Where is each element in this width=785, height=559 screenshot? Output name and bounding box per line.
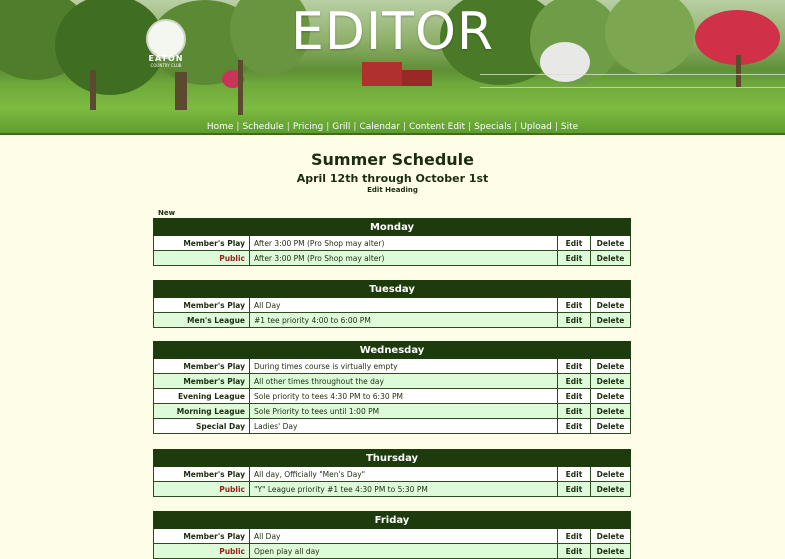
edit-button[interactable]: Edit — [565, 406, 583, 416]
delete-button[interactable]: Delete — [596, 376, 625, 386]
tree-trunk — [238, 60, 243, 115]
delete-button[interactable]: Delete — [596, 238, 625, 248]
fence-line — [480, 74, 785, 88]
nav-calendar[interactable]: Calendar — [359, 122, 400, 132]
edit-heading-wrap — [0, 186, 785, 194]
banner-bottom-edge — [0, 133, 785, 135]
edit-cell — [558, 298, 591, 313]
play-type: Evening League — [154, 389, 250, 404]
play-description: "Y" League priority #1 tee 4:30 PM to 5:30 PM — [250, 482, 558, 497]
play-description: Ladies' Day — [250, 419, 558, 434]
delete-cell — [591, 251, 631, 266]
play-type: Special Day — [154, 419, 250, 434]
table-row — [154, 359, 631, 374]
play-description: Open play all day — [250, 544, 558, 559]
table-row — [154, 251, 631, 266]
edit-cell — [558, 359, 591, 374]
day-table-monday — [153, 218, 631, 266]
delete-button[interactable]: Delete — [596, 484, 625, 494]
table-row — [154, 236, 631, 251]
table-row — [154, 389, 631, 404]
edit-cell — [558, 404, 591, 419]
play-type: Member's Play — [154, 467, 250, 482]
edit-cell — [558, 389, 591, 404]
nav-grill[interactable]: Grill — [332, 122, 351, 132]
edit-button[interactable]: Edit — [565, 469, 583, 479]
edit-button[interactable]: Edit — [565, 421, 583, 431]
header-banner — [0, 0, 785, 135]
delete-cell — [591, 236, 631, 251]
table-row — [154, 544, 631, 559]
edit-cell — [558, 544, 591, 559]
play-description: All other times throughout the day — [250, 374, 558, 389]
play-type: Men's League — [154, 313, 250, 328]
edit-heading-link[interactable]: Edit Heading — [367, 186, 418, 194]
table-row — [154, 298, 631, 313]
table-row — [154, 529, 631, 544]
play-type: Member's Play — [154, 374, 250, 389]
delete-button[interactable]: Delete — [596, 546, 625, 556]
edit-button[interactable]: Edit — [565, 391, 583, 401]
delete-cell — [591, 529, 631, 544]
play-type: Public — [154, 544, 250, 559]
play-description: Sole priority to tees 4:30 PM to 6:30 PM — [250, 389, 558, 404]
day-heading: Thursday — [154, 450, 631, 467]
nav-home[interactable]: Home — [206, 122, 234, 132]
play-description: All Day — [250, 298, 558, 313]
play-description: During times course is virtually empty — [250, 359, 558, 374]
red-barn-annex — [402, 70, 432, 86]
edit-cell — [558, 251, 591, 266]
edit-button[interactable]: Edit — [565, 315, 583, 325]
play-type: Public — [154, 251, 250, 266]
play-description: #1 tee priority 4:00 to 6:00 PM — [250, 313, 558, 328]
nav-specials[interactable]: Specials — [474, 122, 512, 132]
tree-trunk — [175, 72, 187, 110]
edit-button[interactable]: Edit — [565, 361, 583, 371]
page-subtitle: April 12th through October 1st — [296, 172, 489, 185]
delete-button[interactable]: Delete — [596, 406, 625, 416]
nav-schedule[interactable]: Schedule — [242, 122, 284, 132]
play-type: Morning League — [154, 404, 250, 419]
logo-name: EATON — [148, 54, 184, 63]
nav-pricing[interactable]: Pricing — [292, 122, 324, 132]
page-banner-title: EDITOR — [290, 2, 495, 62]
edit-button[interactable]: Edit — [565, 546, 583, 556]
edit-cell — [558, 467, 591, 482]
delete-cell — [591, 544, 631, 559]
play-description: All Day — [250, 529, 558, 544]
delete-cell — [591, 404, 631, 419]
play-type: Member's Play — [154, 298, 250, 313]
day-table-friday — [153, 511, 631, 559]
table-row — [154, 482, 631, 497]
delete-cell — [591, 419, 631, 434]
edit-cell — [558, 313, 591, 328]
edit-button[interactable]: Edit — [565, 531, 583, 541]
table-row — [154, 467, 631, 482]
delete-button[interactable]: Delete — [596, 361, 625, 371]
edit-button[interactable]: Edit — [565, 238, 583, 248]
table-row — [154, 374, 631, 389]
edit-button[interactable]: Edit — [565, 376, 583, 386]
play-description: After 3:00 PM (Pro Shop may alter) — [250, 251, 558, 266]
nav-upload[interactable]: Upload — [520, 122, 552, 132]
table-row — [154, 419, 631, 434]
delete-cell — [591, 467, 631, 482]
edit-cell — [558, 529, 591, 544]
play-type: Member's Play — [154, 359, 250, 374]
new-entry-link[interactable]: New — [158, 209, 176, 217]
tree-trunk — [90, 70, 96, 110]
edit-cell — [558, 482, 591, 497]
table-row — [154, 404, 631, 419]
delete-button[interactable]: Delete — [596, 253, 625, 263]
day-heading: Friday — [154, 512, 631, 529]
play-description: After 3:00 PM (Pro Shop may alter) — [250, 236, 558, 251]
delete-button[interactable]: Delete — [596, 315, 625, 325]
play-type: Public — [154, 482, 250, 497]
day-heading: Monday — [154, 219, 631, 236]
delete-button[interactable]: Delete — [596, 300, 625, 310]
play-type: Member's Play — [154, 529, 250, 544]
edit-cell — [558, 374, 591, 389]
play-description: Sole Priority to tees until 1:00 PM — [250, 404, 558, 419]
edit-button[interactable]: Edit — [565, 300, 583, 310]
delete-cell — [591, 298, 631, 313]
nav-site[interactable]: Site — [560, 122, 579, 132]
edit-button[interactable]: Edit — [565, 253, 583, 263]
delete-button[interactable]: Delete — [596, 391, 625, 401]
play-description: All day, Officially "Men's Day" — [250, 467, 558, 482]
delete-cell — [591, 482, 631, 497]
table-row — [154, 313, 631, 328]
main-nav: Home | Schedule | Pricing | Grill | Calendar | Content Edit | Specials | Upload | Site — [206, 122, 579, 132]
delete-button[interactable]: Delete — [596, 469, 625, 479]
edit-button[interactable]: Edit — [565, 484, 583, 494]
delete-cell — [591, 374, 631, 389]
day-table-thursday — [153, 449, 631, 497]
day-heading: Wednesday — [154, 342, 631, 359]
delete-cell — [591, 359, 631, 374]
edit-cell — [558, 419, 591, 434]
delete-button[interactable]: Delete — [596, 421, 625, 431]
day-table-wednesday — [153, 341, 631, 434]
page-title: Summer Schedule — [311, 150, 474, 169]
delete-button[interactable]: Delete — [596, 531, 625, 541]
play-type: Member's Play — [154, 236, 250, 251]
delete-cell — [591, 389, 631, 404]
day-table-tuesday — [153, 280, 631, 328]
edit-cell — [558, 236, 591, 251]
red-barn — [362, 62, 402, 86]
nav-content-edit[interactable]: Content Edit — [409, 122, 466, 132]
day-heading: Tuesday — [154, 281, 631, 298]
logo-subtitle: COUNTRY CLUB — [150, 63, 182, 68]
delete-cell — [591, 313, 631, 328]
